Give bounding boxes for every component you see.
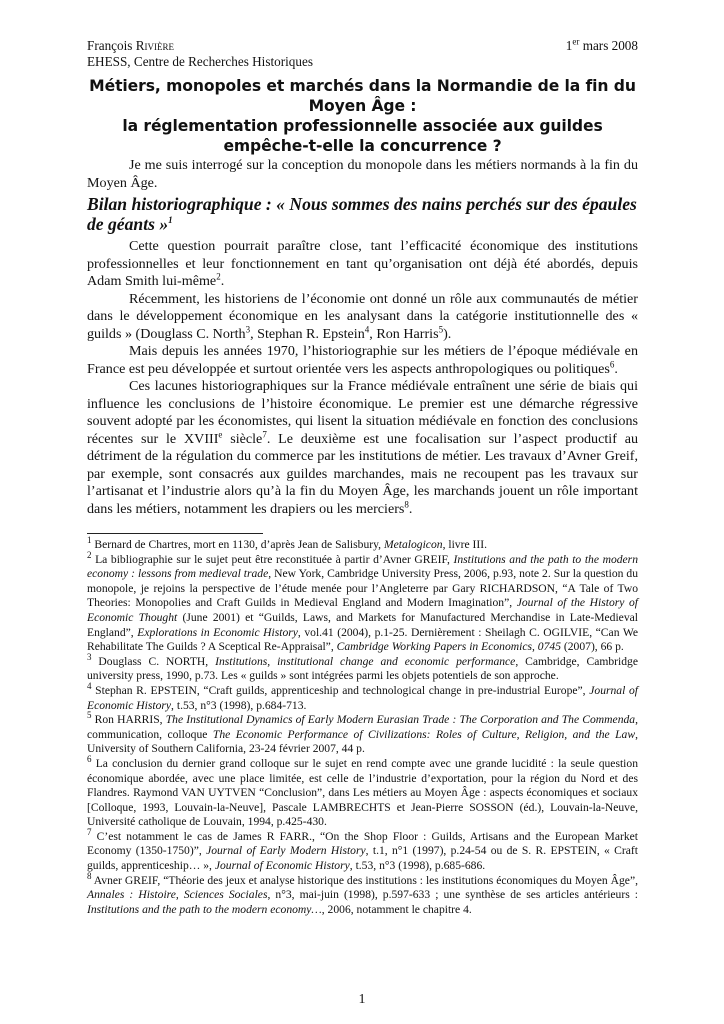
paragraph-3: Mais depuis les années 1970, l’historiographie sur les métiers de l’époque médiévale en France est peu développée et surtout orientée vers les aspects anthropologiques ou politiques$^6$. — [87, 343, 638, 377]
footnote-7: $^7$ C’est notamment le cas de James R FARR., “On the Shop Floor : Guilds, Artisans and the European Market Economy (1350-1750)”, Journal of Early Modern History, t.1, n°1 (1997), p.24-54 ou de S. R. EPSTEIN, « Craft guilds, apprenticeship… », Journal of Economic History, t.53, n°3 (1998), p.685-686. — [87, 827, 638, 873]
footnote-8: $^8$ Avner GREIF, “Théorie des jeux et analyse historique des institutions : les institutions économiques du Moyen Âge”, Annales : Histoire, Sciences Sociales, n°3, mai-juin (1998), p.597-633 ; une synthèse de ses articles antérieurs : Institutions and the path to the modern economy…, 2006, notamment le chapitre 4. — [87, 870, 639, 916]
footnote-divider — [87, 533, 263, 534]
footnote-1: $^1$ Bernard de Chartres, mort en 1130, d’après Jean de Salisbury, Metalogicon, livre III. — [87, 535, 487, 551]
author-first-name: François — [87, 38, 136, 53]
footnote-3: $^3$ Douglass C. NORTH, Institutions, institutional change and economic performance, Cambridge, Cambridge university press, 1990, p.73. Les « guilds » sont intégrées parmi les objets potentiels de son approche. — [87, 651, 639, 683]
section-heading: Bilan historiographique : « Nous sommes des nains perchés sur des épaules de géants »$^1$ — [87, 194, 637, 234]
footnote-ref[interactable]: 3 — [245, 323, 251, 334]
footnote-4: $^4$ Stephan R. EPSTEIN, “Craft guilds, apprenticeship and technological change in pre-industrial Europe”, Journal of Economic History, t.53, n°3 (1998), p.684-713. — [87, 681, 638, 712]
paragraph-2: Récemment, les historiens de l’économie ont donné un rôle aux communautés de métier dans le développement économique en les analysant dans la catégorie institutionnelle des « guilds » (Douglass C. North$^3$, Stephan R. Epstein$^4$, Ron Harris$^5$). — [87, 290, 638, 342]
footnote-ref[interactable]: 8 — [404, 498, 409, 509]
footnote-ref[interactable]: 2 — [216, 271, 221, 282]
footnote-ref[interactable]: 1 — [168, 215, 173, 226]
page-body — [87, 38, 638, 917]
paper-title: Métiers, monopoles et marchés dans la Normandie de la fin du Moyen Âge : la réglementation professionnelle associée aux guildes empêche-t-elle la concurrence ? — [89, 77, 636, 155]
document-header — [87, 38, 638, 70]
footnotes — [87, 535, 639, 917]
intro-paragraph: Je me suis interrogé sur la conception du monopole dans les métiers normands à la fin du Moyen Âge. — [87, 157, 638, 191]
author-line — [87, 38, 638, 54]
paragraph-1: Cette question pourrait paraître close, tant l’efficacité économique des institutions professionnelles et leur fonctionnement en tant qu’organisation ont déjà été abordés, depuis Adam Smith lui-même$^2$. — [87, 238, 638, 289]
footnote-2: $^2$ La bibliographie sur le sujet peut être reconstituée à partir d’Avner GREIF, Institutions and the path to the modern economy : lessons from medieval trade, New York, Cambridge University Press, 2006, p.93, note 2. Sur la question du monopole, je rejoins la perspective de l’étude menée pour l’Angleterre par Gary RICHARDSON, “A Tale of Two Theories: Monopolies and Craft Guilds in Medieval England and Modern Imagination”, Journal of the History of Economic Thought (June 2001) et “Guilds, Laws, and Markets for Manufactured Merchandise in Late-Medieval England”, Explorations in Economic History, vol.41 (2004), p.1-25. Dernièrement : Sheilagh C. OGILVIE, “Can We Rehabilitate The Guilds ? A Sceptical Re-Appraisal”, Cambridge Working Papers in Economics, 0745 (2007), 66 p. — [87, 549, 639, 654]
footnote-ref[interactable]: 5 — [438, 323, 444, 334]
document-date: 1er mars 2008 — [565, 36, 638, 53]
affiliation: EHESS, Centre de Recherches Historiques — [87, 54, 313, 69]
footnote-ref[interactable]: 4 — [364, 323, 370, 334]
footnote-6: $^6$ La conclusion du dernier grand colloque sur le sujet en rend compte avec une grande lucidité : la seule question économique abordée, avec une place limitée, est celle de l’industrie d’exportation, pour la région du Nord et des Flandres. Raymond VAN UYTVEN “Conclusion”, dans Les métiers au Moyen Âge : aspects économiques et sociaux [Colloque, 1993, Louvain-la-Neuve], Pascale LAMBRECHTS et Jean-Pierre SOSSON (éd.), Louvain-la-Neuve, Université catholique de Louvain, 1994, p.425-430. — [87, 754, 638, 829]
paragraph-4: Ces lacunes historiographiques sur la France médiévale entraînent une série de biais qui influence les conclusions de l’histoire économique. Le premier est une démarche régressive souvent adopté par les économistes, qui lisent la situation médiévale en fonction des conclusions récentes sur le XVIIIe siècle$^7$. Le deuxième est une focalisation sur l’aspect productif au détriment de la régulation du commerce par les institutions de métier. Les travaux d’Avner Greif, par exemple, sont consacrés aux guildes marchandes, mais ne recoupent pas les travaux sur l’artisanat et l’industrie alors qu’à la fin du Moyen Âge, les marchands jouent un rôle important dans les métiers, notamment les drapiers ou les merciers$^8$. — [87, 378, 638, 517]
footnote-ref[interactable]: 6 — [609, 358, 615, 369]
footnote-5: $^5$ Ron HARRIS, The Institutional Dynamics of Early Modern Eurasian Trade : The Corporation and The Commenda, communication, colloque The Economic Performance of Civilizations: Roles of Culture, Religion, and the Law, University of Southern California, 23-24 février 2007, 44 p. — [87, 710, 638, 756]
footnote-ref[interactable]: 7 — [262, 428, 267, 439]
page-number: 1 — [358, 992, 366, 1007]
author-last-name: Rivière — [135, 38, 175, 53]
